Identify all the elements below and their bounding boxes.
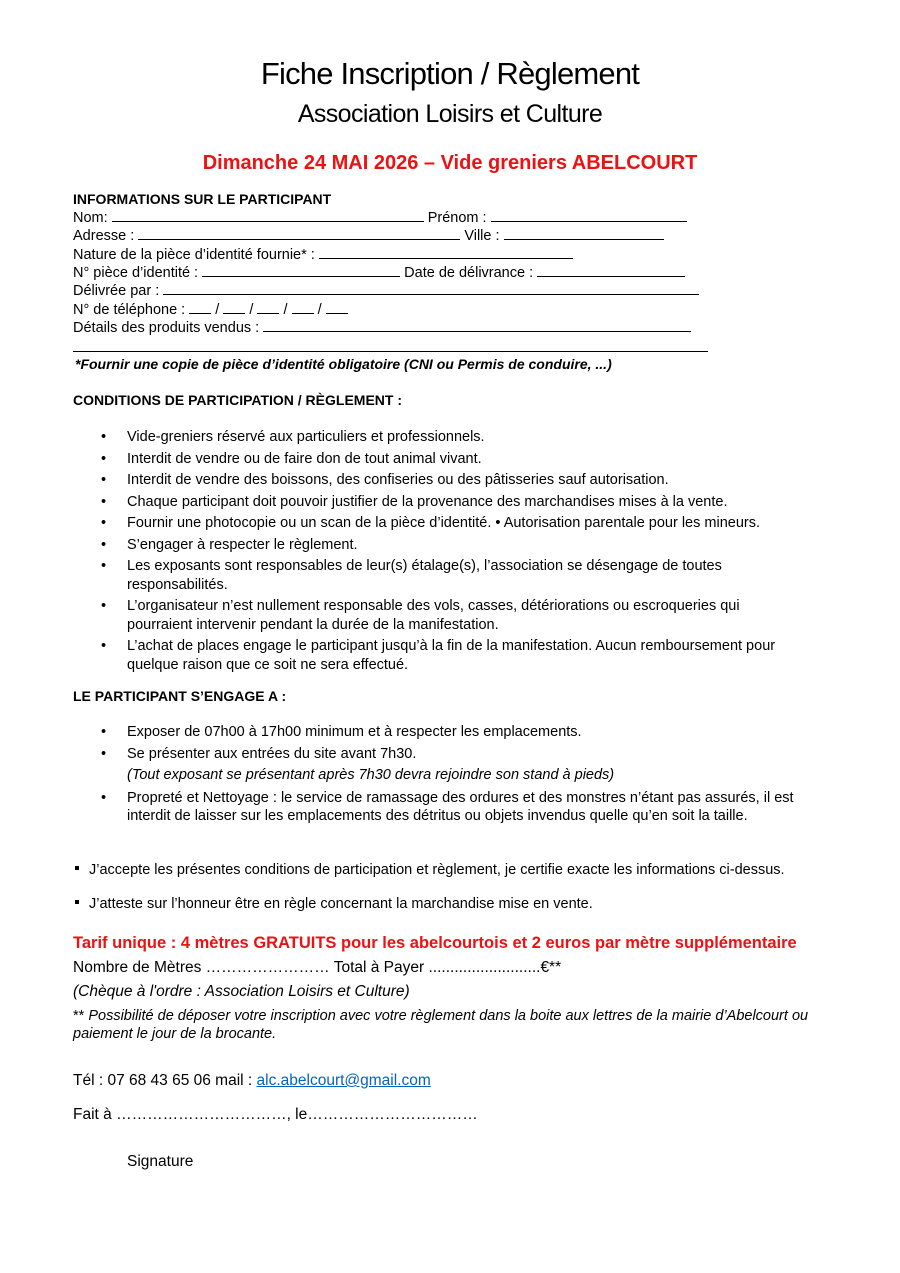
participant-heading: INFORMATIONS SUR LE PARTICIPANT <box>73 191 332 207</box>
engagement-item: • Exposer de 07h00 à 17h00 minimum et à respecter les emplacements. <box>73 723 823 742</box>
phone-field[interactable] <box>257 300 279 314</box>
phone-field[interactable] <box>223 300 245 314</box>
date-field[interactable] <box>537 263 685 277</box>
numero-label: N° pièce d’identité : <box>73 265 199 281</box>
condition-item: • Vide-greniers réservé aux particuliers et professionnels. <box>73 428 823 447</box>
numero-field[interactable] <box>202 263 400 277</box>
declaration-attest[interactable] <box>75 895 593 913</box>
cheque-note: (Chèque à l'ordre : Association Loisirs et Culture) <box>73 983 410 1000</box>
contact-phone: Tél : 07 68 43 65 06 mail : <box>73 1072 253 1089</box>
nom-label: Nom: <box>73 210 108 226</box>
phone-separator: / <box>283 302 288 318</box>
payment-row <box>73 959 561 977</box>
phone-field[interactable] <box>326 300 348 314</box>
id-note: *Fournir une copie de pièce d’identité obligatoire (CNI ou Permis de conduire, ...) <box>75 356 612 372</box>
page-title: Fiche Inscription / Règlement <box>260 56 640 91</box>
declaration-text: J’accepte les présentes conditions de participation et règlement, je certifie exacte les informations ci-dessus. <box>89 862 785 878</box>
page-subtitle: Association Loisirs et Culture <box>297 100 603 128</box>
fait-row[interactable]: Fait à ……………………………, le…………………………… <box>73 1106 478 1123</box>
total-field[interactable]: Total à Payer ..........................€** <box>333 959 562 976</box>
condition-item: • S’engager à respecter le règlement. <box>73 536 823 555</box>
engagement-item: • Se présenter aux entrées du site avant 7h30. <box>73 745 823 764</box>
id-nature-row <box>73 245 573 263</box>
phone-separator: / <box>317 302 322 318</box>
date-label: Date de délivrance : <box>404 265 534 281</box>
details-continuation-line[interactable] <box>73 351 708 352</box>
note-prefix: ** <box>73 1008 85 1024</box>
details-field[interactable] <box>263 318 691 332</box>
declaration-text: J’atteste sur l’honneur être en règle concernant la marchandise mise en vente. <box>89 896 593 912</box>
engagement-list <box>73 723 823 829</box>
nom-field[interactable] <box>112 208 424 222</box>
telephone-label: N° de téléphone : <box>73 302 186 318</box>
conditions-heading: CONDITIONS DE PARTICIPATION / RÈGLEMENT : <box>73 392 402 408</box>
event-heading: Dimanche 24 MAI 2026 – Vide greniers ABELCOURT <box>202 152 698 174</box>
ville-field[interactable] <box>504 226 664 240</box>
details-label: Détails des produits vendus : <box>73 320 260 336</box>
phone-field[interactable] <box>292 300 314 314</box>
condition-item: • Chaque participant doit pouvoir justifier de la provenance des marchandises mises à la vente. <box>73 493 823 512</box>
details-row <box>73 318 691 336</box>
metres-field[interactable]: Nombre de Mètres …………………… <box>73 959 330 976</box>
condition-item: • L’organisateur n’est nullement responsable des vols, casses, détériorations ou escroqueries qui pourraient intervenir pendant la durée de la manifestation. <box>73 597 823 634</box>
declaration-accept[interactable] <box>75 861 785 879</box>
id-number-row <box>73 263 685 281</box>
delivree-label: Délivrée par : <box>73 283 160 299</box>
delivree-field[interactable] <box>163 281 699 295</box>
adresse-field[interactable] <box>138 226 460 240</box>
contact-row <box>73 1072 431 1090</box>
phone-row <box>73 300 348 318</box>
conditions-list <box>73 428 823 677</box>
delivered-row <box>73 281 699 299</box>
engagement-item: • Propreté et Nettoyage : le service de ramassage des ordures et des monstres n’étant pas assurés, il est interdit de laisser sur les emplacements des détritus ou objets invendus quelle qu’en soit la taille. <box>73 789 823 826</box>
engagement-sub-note: (Tout exposant se présentant après 7h30 devra rejoindre son stand à pieds) <box>127 767 615 783</box>
nature-field[interactable] <box>319 245 573 259</box>
checkbox-icon[interactable] <box>75 900 79 904</box>
prenom-field[interactable] <box>491 208 687 222</box>
phone-separator: / <box>249 302 254 318</box>
checkbox-icon[interactable] <box>75 866 79 870</box>
signature-label: Signature <box>127 1153 194 1170</box>
deposit-note <box>73 1007 843 1043</box>
prenom-label: Prénom : <box>427 210 487 226</box>
phone-field[interactable] <box>189 300 211 314</box>
address-row <box>73 226 664 244</box>
nature-label: Nature de la pièce d’identité fournie* : <box>73 247 315 263</box>
condition-item: • Les exposants sont responsables de leur(s) étalage(s), l’association se désengage de toutes responsabilités. <box>73 557 823 594</box>
email-link[interactable]: alc.abelcourt@gmail.com <box>256 1072 431 1089</box>
deposit-note-text: Possibilité de déposer votre inscription avec votre règlement dans la boite aux lettres de la mairie d’Abelcourt ou paiement le jour de la brocante. <box>73 1008 809 1042</box>
condition-item: • Interdit de vendre des boissons, des confiseries ou des pâtisseries sauf autorisation. <box>73 471 823 490</box>
phone-separator: / <box>215 302 220 318</box>
condition-item: • L’achat de places engage le participant jusqu’à la fin de la manifestation. Aucun remboursement pour quelque raison que ce soit ne sera effectué. <box>73 637 823 674</box>
ville-label: Ville : <box>464 228 500 244</box>
engagement-heading: LE PARTICIPANT S’ENGAGE A : <box>73 688 287 704</box>
condition-item: • Interdit de vendre ou de faire don de tout animal vivant. <box>73 450 823 469</box>
tarif-heading: Tarif unique : 4 mètres GRATUITS pour les abelcourtois et 2 euros par mètre supplémentaire <box>73 934 797 952</box>
adresse-label: Adresse : <box>73 228 135 244</box>
name-row <box>73 208 687 226</box>
condition-item: • Fournir une photocopie ou un scan de la pièce d’identité. • Autorisation parentale pour les mineurs. <box>73 514 823 533</box>
